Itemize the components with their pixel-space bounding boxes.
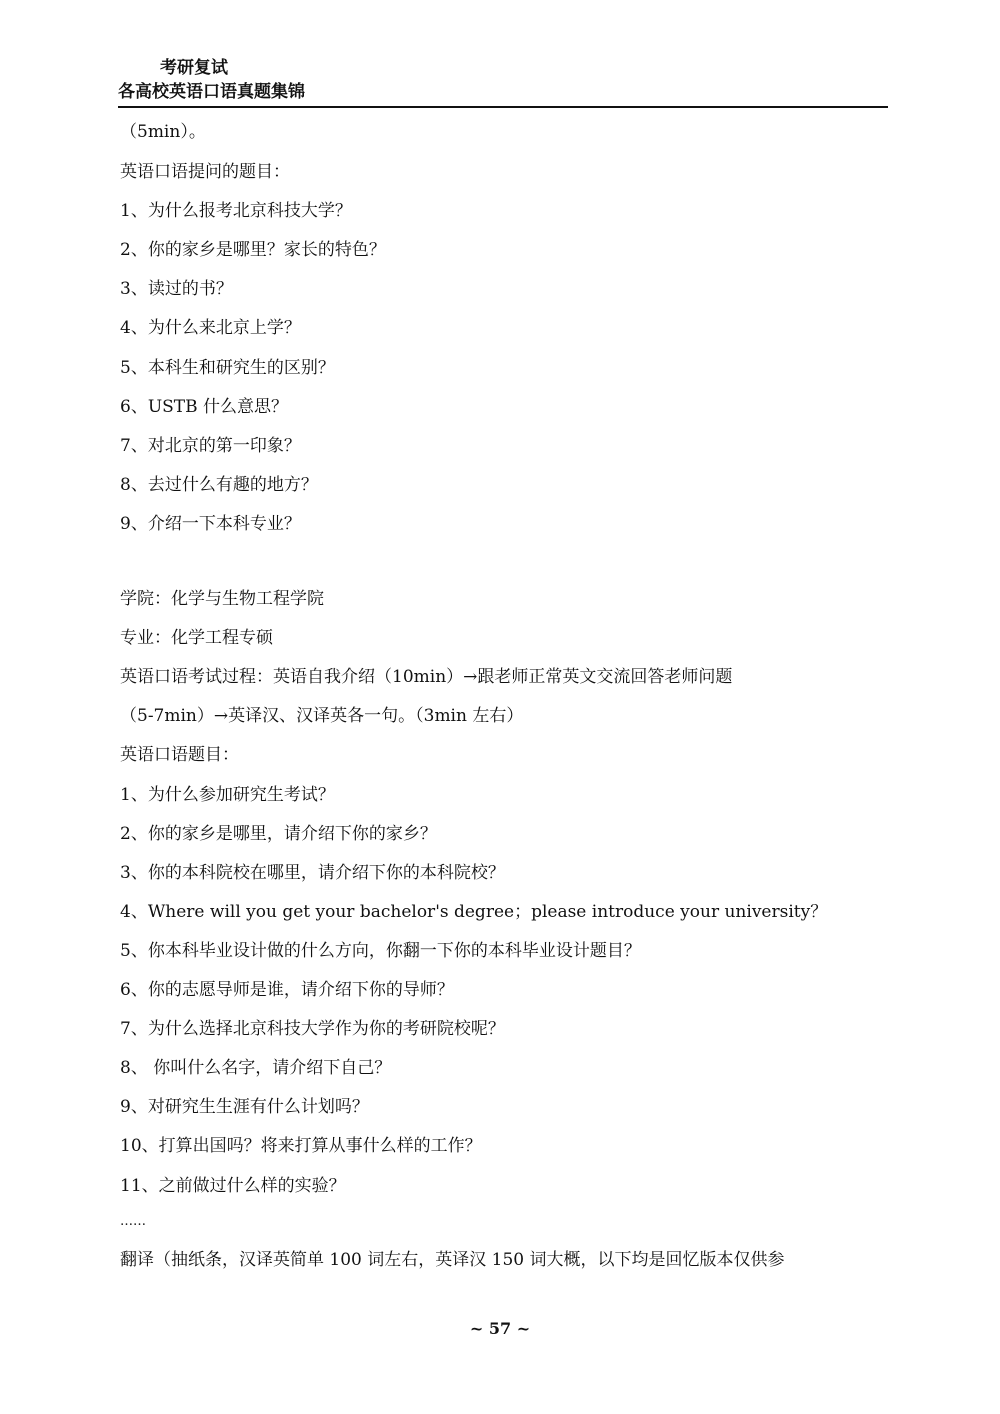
ellipsis: …… [120,1214,146,1229]
question-item: 4、Where will you get your bachelor's degree；please introduce your university？ [120,902,828,922]
question-item: 4、为什么来北京上学？ [120,318,301,338]
question-item: 11、之前做过什么样的实验？ [120,1176,346,1196]
exam-process-text: 英语口语考试过程：英语自我介绍（10min）→跟老师正常英文交流回答老师问题 [120,667,733,687]
question-item: 5、你本科毕业设计做的什么方向，你翻一下你的本科毕业设计题目？ [120,941,641,961]
translation-note: 翻译（抽纸条，汉译英简单 100 词左右，英译汉 150 词大概，以下均是回忆版本仅供参 [120,1250,785,1270]
question-item: 2、你的家乡是哪里，请介绍下你的家乡？ [120,824,437,844]
header-title: 考研复试 [160,58,228,78]
header-subtitle: 各高校英语口语真题集锦 [118,82,305,102]
question-item: 3、读过的书？ [120,279,233,299]
question-item: 7、为什么选择北京科技大学作为你的考研院校呢？ [120,1019,505,1039]
page-number: ~ 57 ~ [469,1319,531,1338]
exam-process-text: （5-7min）→英译汉、汉译英各一句。（3min 左右） [120,706,524,726]
question-item: 5、本科生和研究生的区别？ [120,358,335,378]
college-label: 学院：化学与生物工程学院 [120,589,324,609]
question-item: 6、USTB 什么意思？ [120,397,289,417]
page-header [118,56,888,104]
question-item: 9、对研究生生涯有什么计划吗？ [120,1097,369,1117]
question-item: 8、 你叫什么名字，请介绍下自己？ [120,1058,392,1078]
question-item: 1、为什么参加研究生考试？ [120,785,335,805]
section-heading: 英语口语题目： [120,745,239,765]
text-line: （5min）。 [120,122,206,142]
question-item: 1、为什么报考北京科技大学？ [120,201,352,221]
question-item: 10、打算出国吗？将来打算从事什么样的工作？ [120,1136,482,1156]
question-item: 9、介绍一下本科专业？ [120,514,301,534]
question-item: 7、对北京的第一印象？ [120,436,301,456]
question-item: 2、你的家乡是哪里？家长的特色？ [120,240,386,260]
section-heading: 英语口语提问的题目： [120,162,290,182]
header-divider [118,106,888,108]
question-item: 6、你的志愿导师是谁，请介绍下你的导师？ [120,980,454,1000]
question-item: 3、你的本科院校在哪里，请介绍下你的本科院校？ [120,863,505,883]
major-label: 专业：化学工程专硕 [120,628,273,648]
question-item: 8、去过什么有趣的地方？ [120,475,318,495]
